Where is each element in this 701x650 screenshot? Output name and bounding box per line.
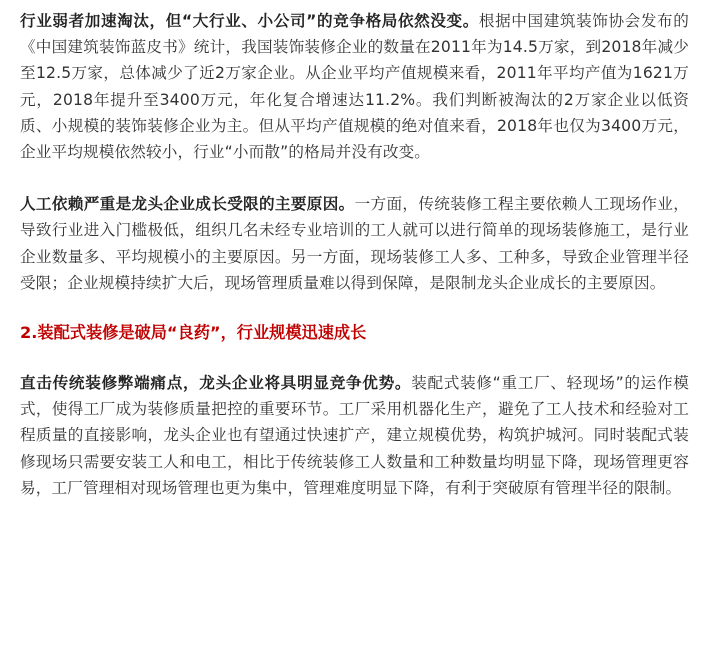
- paragraph-lead: 行业弱者加速淘汰，但“大行业、小公司”的竞争格局依然没变。: [20, 12, 479, 30]
- paragraph-spacer: [20, 165, 689, 191]
- paragraph-spacer: [20, 346, 689, 370]
- section-heading: 2.装配式装修是破局“良药”，行业规模迅速成长: [20, 323, 367, 343]
- paragraph-prefab-advantage: [20, 370, 689, 501]
- paragraph-lead: 直击传统装修弊端痛点，龙头企业将具明显竞争优势。: [20, 374, 412, 393]
- paragraph-lead: 人工依赖严重是龙头企业成长受限的主要原因。: [20, 195, 355, 214]
- paragraph-spacer: [20, 296, 689, 320]
- paragraph-body: 装配式装修“重工厂、轻现场”的运作模式，使得工厂成为装修质量把控的重要环节。工厂采用机器化生产，避免了工人技术和经验对工程质量的直接影响，龙头企业也有望通过快速扩产，建立规模优势，构筑护城河。同时装配式装修现场只需要安装工人和电工，相比于传统装修工人数量和工种数量均明显下降，现场管理更容易，工厂管理相对现场管理也更为集中，管理难度明显下降，有利于突破原有管理半径的限制。: [20, 374, 689, 497]
- paragraph-body: 根据中国建筑装饰协会发布的《中国建筑装饰蓝皮书》统计，我国装饰装修企业的数量在2011年为14.5万家，到2018年减少至12.5万家，总体减少了近2万家企业。从企业平均产值规模来看，2011年平均产值为1621万元，2018年提升至3400万元，年化复合增速达11.2%。我们判断被淘汰的2万家企业以低资质、小规模的装饰装修企业为主。但从平均产值规模的绝对值来看，2018年也仅为3400万元，企业平均规模依然较小，行业“小而散”的格局并没有改变。: [20, 12, 689, 162]
- paragraph-labor-dependence: [20, 191, 689, 296]
- paragraph-body: 一方面，传统装修工程主要依赖人工现场作业，导致行业进入门槛极低，组织几名未经专业培训的工人就可以进行简单的现场装修施工，是行业企业数量多、平均规模小的主要原因。另一方面，现场装修工人多、工种多，导致企业管理半径受限；企业规模持续扩大后，现场管理质量难以得到保障，是限制龙头企业成长的主要原因。: [20, 195, 689, 292]
- paragraph-industry-consolidation: [20, 8, 689, 165]
